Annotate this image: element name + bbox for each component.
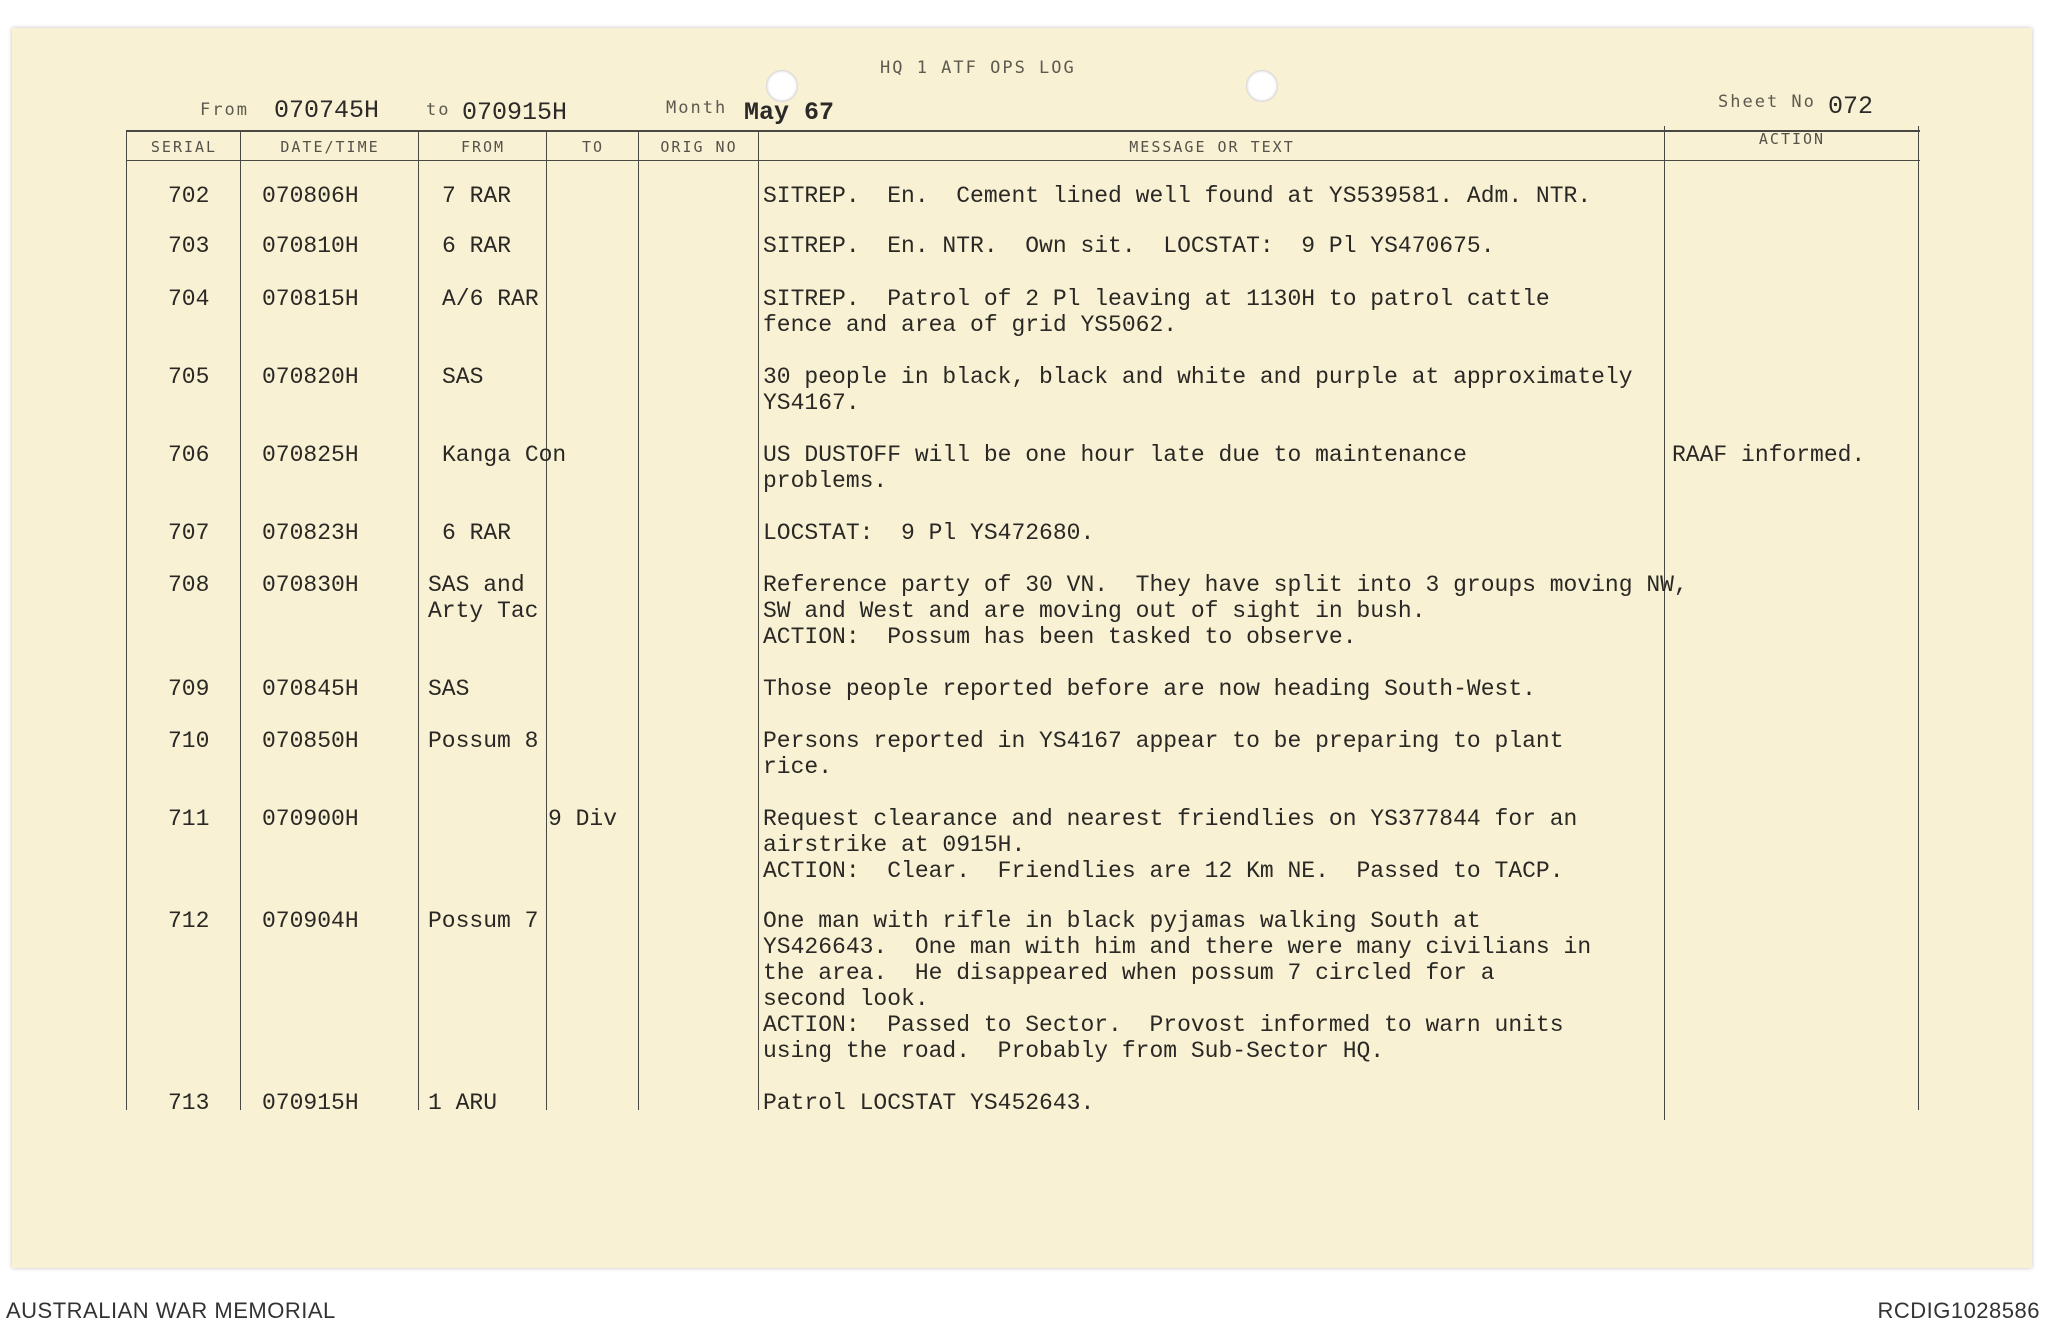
serial-cell: 705 (168, 364, 210, 390)
serial-cell: 708 (168, 572, 210, 598)
message-cell: LOCSTAT: 9 Pl YS472680. (763, 520, 1095, 546)
from-cell: Possum 7 (428, 908, 539, 934)
datetime-cell: 070850H (262, 728, 359, 754)
from-cell: 6 RAR (442, 233, 512, 259)
col-rule-7 (1918, 126, 1919, 1110)
from-cell: SAS (442, 364, 484, 390)
footer-record-id: RCDIG1028586 (1877, 1298, 2040, 1323)
serial-cell: 707 (168, 520, 210, 546)
datetime-cell: 070823H (262, 520, 359, 546)
serial-cell: 711 (168, 806, 210, 832)
message-cell: US DUSTOFF will be one hour late due to maintenance problems. (763, 442, 1467, 494)
col-rule-2 (418, 130, 419, 1110)
message-cell: SITREP. Patrol of 2 Pl leaving at 1130H to patrol cattle fence and area of grid YS5062. (763, 286, 1550, 338)
from-cell: A/6 RAR (442, 286, 539, 312)
datetime-cell: 070845H (262, 676, 359, 702)
datetime-cell: 070900H (262, 806, 359, 832)
sheet-value: 072 (1828, 92, 1874, 121)
action-cell: RAAF informed. (1672, 442, 1866, 468)
serial-cell: 710 (168, 728, 210, 754)
to-value: 070915H (462, 98, 568, 127)
from-cell: 7 RAR (442, 183, 512, 209)
serial-cell: 709 (168, 676, 210, 702)
from-cell: Possum 8 (428, 728, 539, 754)
from-label: From (200, 100, 249, 120)
message-cell: 30 people in black, black and white and purple at approximately YS4167. (763, 364, 1633, 416)
serial-cell: 703 (168, 233, 210, 259)
datetime-cell: 070825H (262, 442, 359, 468)
col-rule-0 (126, 130, 127, 1110)
col-header-to: TO (581, 138, 605, 156)
message-cell: One man with rifle in black pyjamas walking South at YS426643. One man with him and there were many civilians in the area. He disappeared when possum 7 circled for a second look. ACTION: Passed to Sector. Provost informed to warn units using the road. Probably from Sub-Sector HQ. (763, 908, 1592, 1064)
datetime-cell: 070915H (262, 1090, 359, 1116)
serial-cell: 704 (168, 286, 210, 312)
datetime-cell: 070806H (262, 183, 359, 209)
month-value: May 67 (744, 98, 835, 127)
from-value: 070745H (274, 96, 380, 125)
col-header-orig-no: ORIG NO (660, 138, 738, 156)
sheet-label: Sheet No (1718, 92, 1816, 112)
serial-cell: 713 (168, 1090, 210, 1116)
col-header-datetime: DATE/TIME (280, 138, 380, 156)
col-header-action: ACTION (1758, 130, 1826, 148)
col-header-serial: SERIAL (150, 138, 218, 156)
from-cell: 1 ARU (428, 1090, 498, 1116)
serial-cell: 706 (168, 442, 210, 468)
header-bottom-rule (126, 160, 1920, 161)
serial-cell: 712 (168, 908, 210, 934)
message-cell: SITREP. En. NTR. Own sit. LOCSTAT: 9 Pl YS470675. (763, 233, 1495, 259)
datetime-cell: 070820H (262, 364, 359, 390)
col-rule-4 (638, 130, 639, 1110)
message-cell: Request clearance and nearest friendlies on YS377844 for an airstrike at 0915H. ACTION: Clear. Friendlies are 12 Km NE. Passed to TACP. (763, 806, 1578, 884)
message-cell: Persons reported in YS4167 appear to be preparing to plant rice. (763, 728, 1564, 780)
datetime-cell: 070815H (262, 286, 359, 312)
table-top-rule (126, 130, 1920, 132)
footer-archive-name: AUSTRALIAN WAR MEMORIAL (6, 1298, 336, 1323)
to-cell: 9 Div (548, 806, 618, 832)
to-label: to (426, 100, 451, 120)
datetime-cell: 070904H (262, 908, 359, 934)
message-cell: Reference party of 30 VN. They have split into 3 groups moving NW, SW and West and are moving out of sight in bush. ACTION: Possum has been tasked to observe. (763, 572, 1688, 650)
serial-cell: 702 (168, 183, 210, 209)
datetime-cell: 070830H (262, 572, 359, 598)
message-cell: Patrol LOCSTAT YS452643. (763, 1090, 1095, 1116)
message-cell: Those people reported before are now heading South-West. (763, 676, 1536, 702)
col-header-message: MESSAGE OR TEXT (1129, 138, 1295, 156)
from-cell: 6 RAR (442, 520, 512, 546)
month-label: Month (666, 98, 728, 118)
from-cell: Kanga Con (442, 442, 567, 468)
datetime-cell: 070810H (262, 233, 359, 259)
col-header-from: FROM (460, 138, 506, 156)
message-cell: SITREP. En. Cement lined well found at YS539581. Adm. NTR. (763, 183, 1592, 209)
col-rule-3 (546, 130, 547, 1110)
col-rule-5 (758, 130, 759, 1110)
from-cell: SAS (428, 676, 470, 702)
log-title: HQ 1 ATF OPS LOG (880, 58, 1076, 78)
punch-hole-right (1246, 70, 1278, 102)
from-cell: SAS and Arty Tac (428, 572, 539, 624)
col-rule-1 (240, 130, 241, 1110)
